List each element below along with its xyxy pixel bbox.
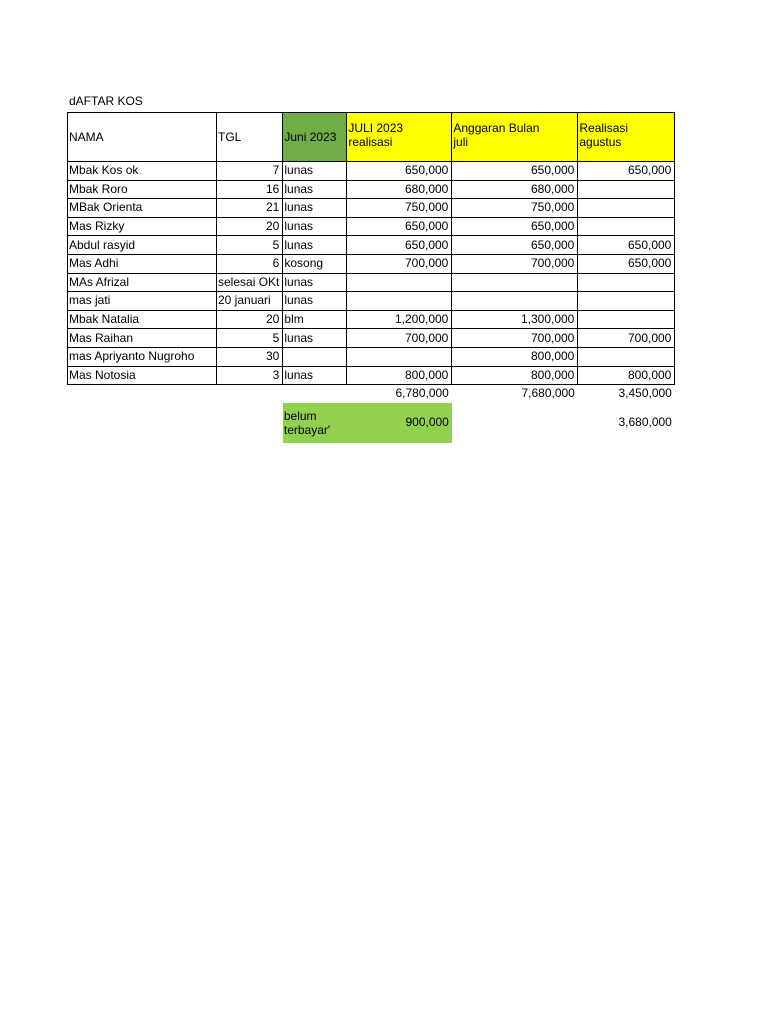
header-anggaran-line1: Anggaran Bulan	[453, 121, 540, 135]
cell-tgl[interactable]: 7	[217, 162, 283, 181]
cell-nama[interactable]: Mas Raihan	[68, 329, 217, 348]
cell-juli[interactable]: 680,000	[347, 180, 452, 199]
cell-agustus[interactable]	[578, 217, 675, 236]
cell-juli[interactable]	[347, 347, 452, 366]
cell-nama[interactable]: mas jati	[68, 292, 217, 311]
cell-juli[interactable]: 650,000	[347, 236, 452, 255]
header-anggaran[interactable]	[452, 113, 578, 162]
cell-tgl[interactable]: 20 januari	[217, 292, 283, 311]
cell-nama[interactable]: mas Apriyanto Nugroho	[68, 347, 217, 366]
table-row	[68, 162, 675, 181]
cell-agustus[interactable]: 800,000	[578, 366, 675, 385]
cell-anggaran[interactable]: 650,000	[452, 162, 578, 181]
cell-juli[interactable]: 1,200,000	[347, 310, 452, 329]
header-realisasi-line1: Realisasi	[579, 121, 629, 135]
cell-anggaran[interactable]: 700,000	[452, 329, 578, 348]
cell-tgl[interactable]: selesai OKt	[217, 273, 283, 292]
cell-juli[interactable]: 800,000	[347, 366, 452, 385]
cell-agustus[interactable]	[578, 180, 675, 199]
header-juli[interactable]	[347, 113, 452, 162]
cell-tgl[interactable]: 30	[217, 347, 283, 366]
cell-nama[interactable]: Abdul rasyid	[68, 236, 217, 255]
table-row	[68, 366, 675, 385]
table-row	[68, 217, 675, 236]
unpaid-juli[interactable]: 900,000	[347, 403, 452, 443]
cell-nama[interactable]: Mbak Roro	[68, 180, 217, 199]
table-row	[68, 329, 675, 348]
cell-agustus[interactable]: 650,000	[578, 254, 675, 273]
cell-nama[interactable]: Mbak Kos ok	[68, 162, 217, 181]
total-juli[interactable]: 6,780,000	[395, 386, 449, 401]
cell-anggaran[interactable]: 1,300,000	[452, 310, 578, 329]
cell-juni[interactable]: lunas	[283, 236, 347, 255]
cell-tgl[interactable]: 3	[217, 366, 283, 385]
table-row	[68, 292, 675, 311]
table-row	[68, 254, 675, 273]
cell-nama[interactable]: Mas Notosia	[68, 366, 217, 385]
cell-juni[interactable]: lunas	[283, 162, 347, 181]
totals-empty-juni	[283, 385, 347, 403]
cell-tgl[interactable]: 5	[217, 236, 283, 255]
totals-row	[68, 385, 675, 403]
cell-nama[interactable]: Mas Rizky	[68, 217, 217, 236]
totals-empty-nama	[68, 385, 217, 403]
cell-tgl[interactable]: 16	[217, 180, 283, 199]
table-row	[68, 347, 675, 366]
cell-tgl[interactable]: 20	[217, 310, 283, 329]
kos-table	[67, 112, 675, 443]
unpaid-label[interactable]	[283, 403, 347, 443]
foot-empty-tgl	[217, 403, 283, 443]
cell-anggaran[interactable]: 750,000	[452, 199, 578, 218]
table-row	[68, 180, 675, 199]
cell-anggaran[interactable]: 680,000	[452, 180, 578, 199]
cell-anggaran[interactable]	[452, 273, 578, 292]
table-row	[68, 310, 675, 329]
cell-anggaran[interactable]: 800,000	[452, 366, 578, 385]
cell-tgl[interactable]: 6	[217, 254, 283, 273]
total-anggaran[interactable]: 7,680,000	[521, 386, 575, 401]
cell-juli[interactable]: 700,000	[347, 254, 452, 273]
cell-juli[interactable]	[347, 273, 452, 292]
total-agustus[interactable]: 3,450,000	[618, 386, 672, 401]
header-realisasi-line2: agustus	[579, 135, 622, 149]
header-juli-line1: JULI 2023	[348, 121, 404, 135]
cell-anggaran[interactable]	[452, 292, 578, 311]
cell-juni[interactable]: kosong	[283, 254, 347, 273]
cell-juni[interactable]: lunas	[283, 199, 347, 218]
cell-agustus[interactable]: 700,000	[578, 329, 675, 348]
cell-juli[interactable]: 650,000	[347, 217, 452, 236]
header-juli-line2: realisasi	[348, 135, 393, 149]
unpaid-label-line2: terbayar'	[283, 422, 331, 437]
header-anggaran-line2: juli	[453, 135, 469, 149]
cell-juni[interactable]: blm	[283, 310, 347, 329]
cell-agustus[interactable]	[578, 292, 675, 311]
cell-juni[interactable]: lunas	[283, 292, 347, 311]
header-tgl[interactable]: TGL	[217, 113, 283, 162]
cell-agustus[interactable]	[578, 273, 675, 292]
header-nama[interactable]: NAMA	[68, 113, 217, 162]
header-row	[68, 113, 675, 162]
cell-agustus[interactable]	[578, 310, 675, 329]
foot-empty-nama	[68, 403, 217, 443]
table-row	[68, 273, 675, 292]
unpaid-row	[68, 403, 675, 443]
cell-anggaran[interactable]: 650,000	[452, 236, 578, 255]
cell-tgl[interactable]: 5	[217, 329, 283, 348]
header-realisasi[interactable]	[578, 113, 675, 162]
cell-anggaran[interactable]: 650,000	[452, 217, 578, 236]
cell-juni[interactable]: lunas	[283, 180, 347, 199]
cell-nama[interactable]: MBak Orienta	[68, 199, 217, 218]
cell-juni[interactable]: lunas	[283, 366, 347, 385]
cell-anggaran[interactable]: 800,000	[452, 347, 578, 366]
cell-juli[interactable]	[347, 292, 452, 311]
cell-juli[interactable]: 750,000	[347, 199, 452, 218]
cell-agustus[interactable]: 650,000	[578, 236, 675, 255]
cell-juli[interactable]: 700,000	[347, 329, 452, 348]
cell-nama[interactable]: MAs Afrizal	[68, 273, 217, 292]
sheet-title: dAFTAR KOS	[69, 94, 143, 108]
unpaid-agustus[interactable]: 3,680,000	[618, 415, 672, 430]
totals-empty-tgl	[217, 385, 283, 403]
cell-agustus[interactable]: 650,000	[578, 162, 675, 181]
table-row	[68, 236, 675, 255]
cell-juli[interactable]: 650,000	[347, 162, 452, 181]
cell-juni[interactable]	[283, 347, 347, 366]
foot-empty-anggaran	[452, 403, 578, 443]
cell-juni[interactable]: lunas	[283, 217, 347, 236]
cell-anggaran[interactable]: 700,000	[452, 254, 578, 273]
cell-tgl[interactable]: 21	[217, 199, 283, 218]
cell-juni[interactable]: lunas	[283, 273, 347, 292]
cell-agustus[interactable]	[578, 199, 675, 218]
cell-juni[interactable]: lunas	[283, 329, 347, 348]
cell-nama[interactable]: Mbak Natalia	[68, 310, 217, 329]
cell-agustus[interactable]	[578, 347, 675, 366]
cell-tgl[interactable]: 20	[217, 217, 283, 236]
header-juni[interactable]: Juni 2023	[283, 113, 347, 162]
table-body	[68, 113, 675, 443]
unpaid-label-line1: belum	[283, 408, 317, 423]
table-row	[68, 199, 675, 218]
cell-nama[interactable]: Mas Adhi	[68, 254, 217, 273]
